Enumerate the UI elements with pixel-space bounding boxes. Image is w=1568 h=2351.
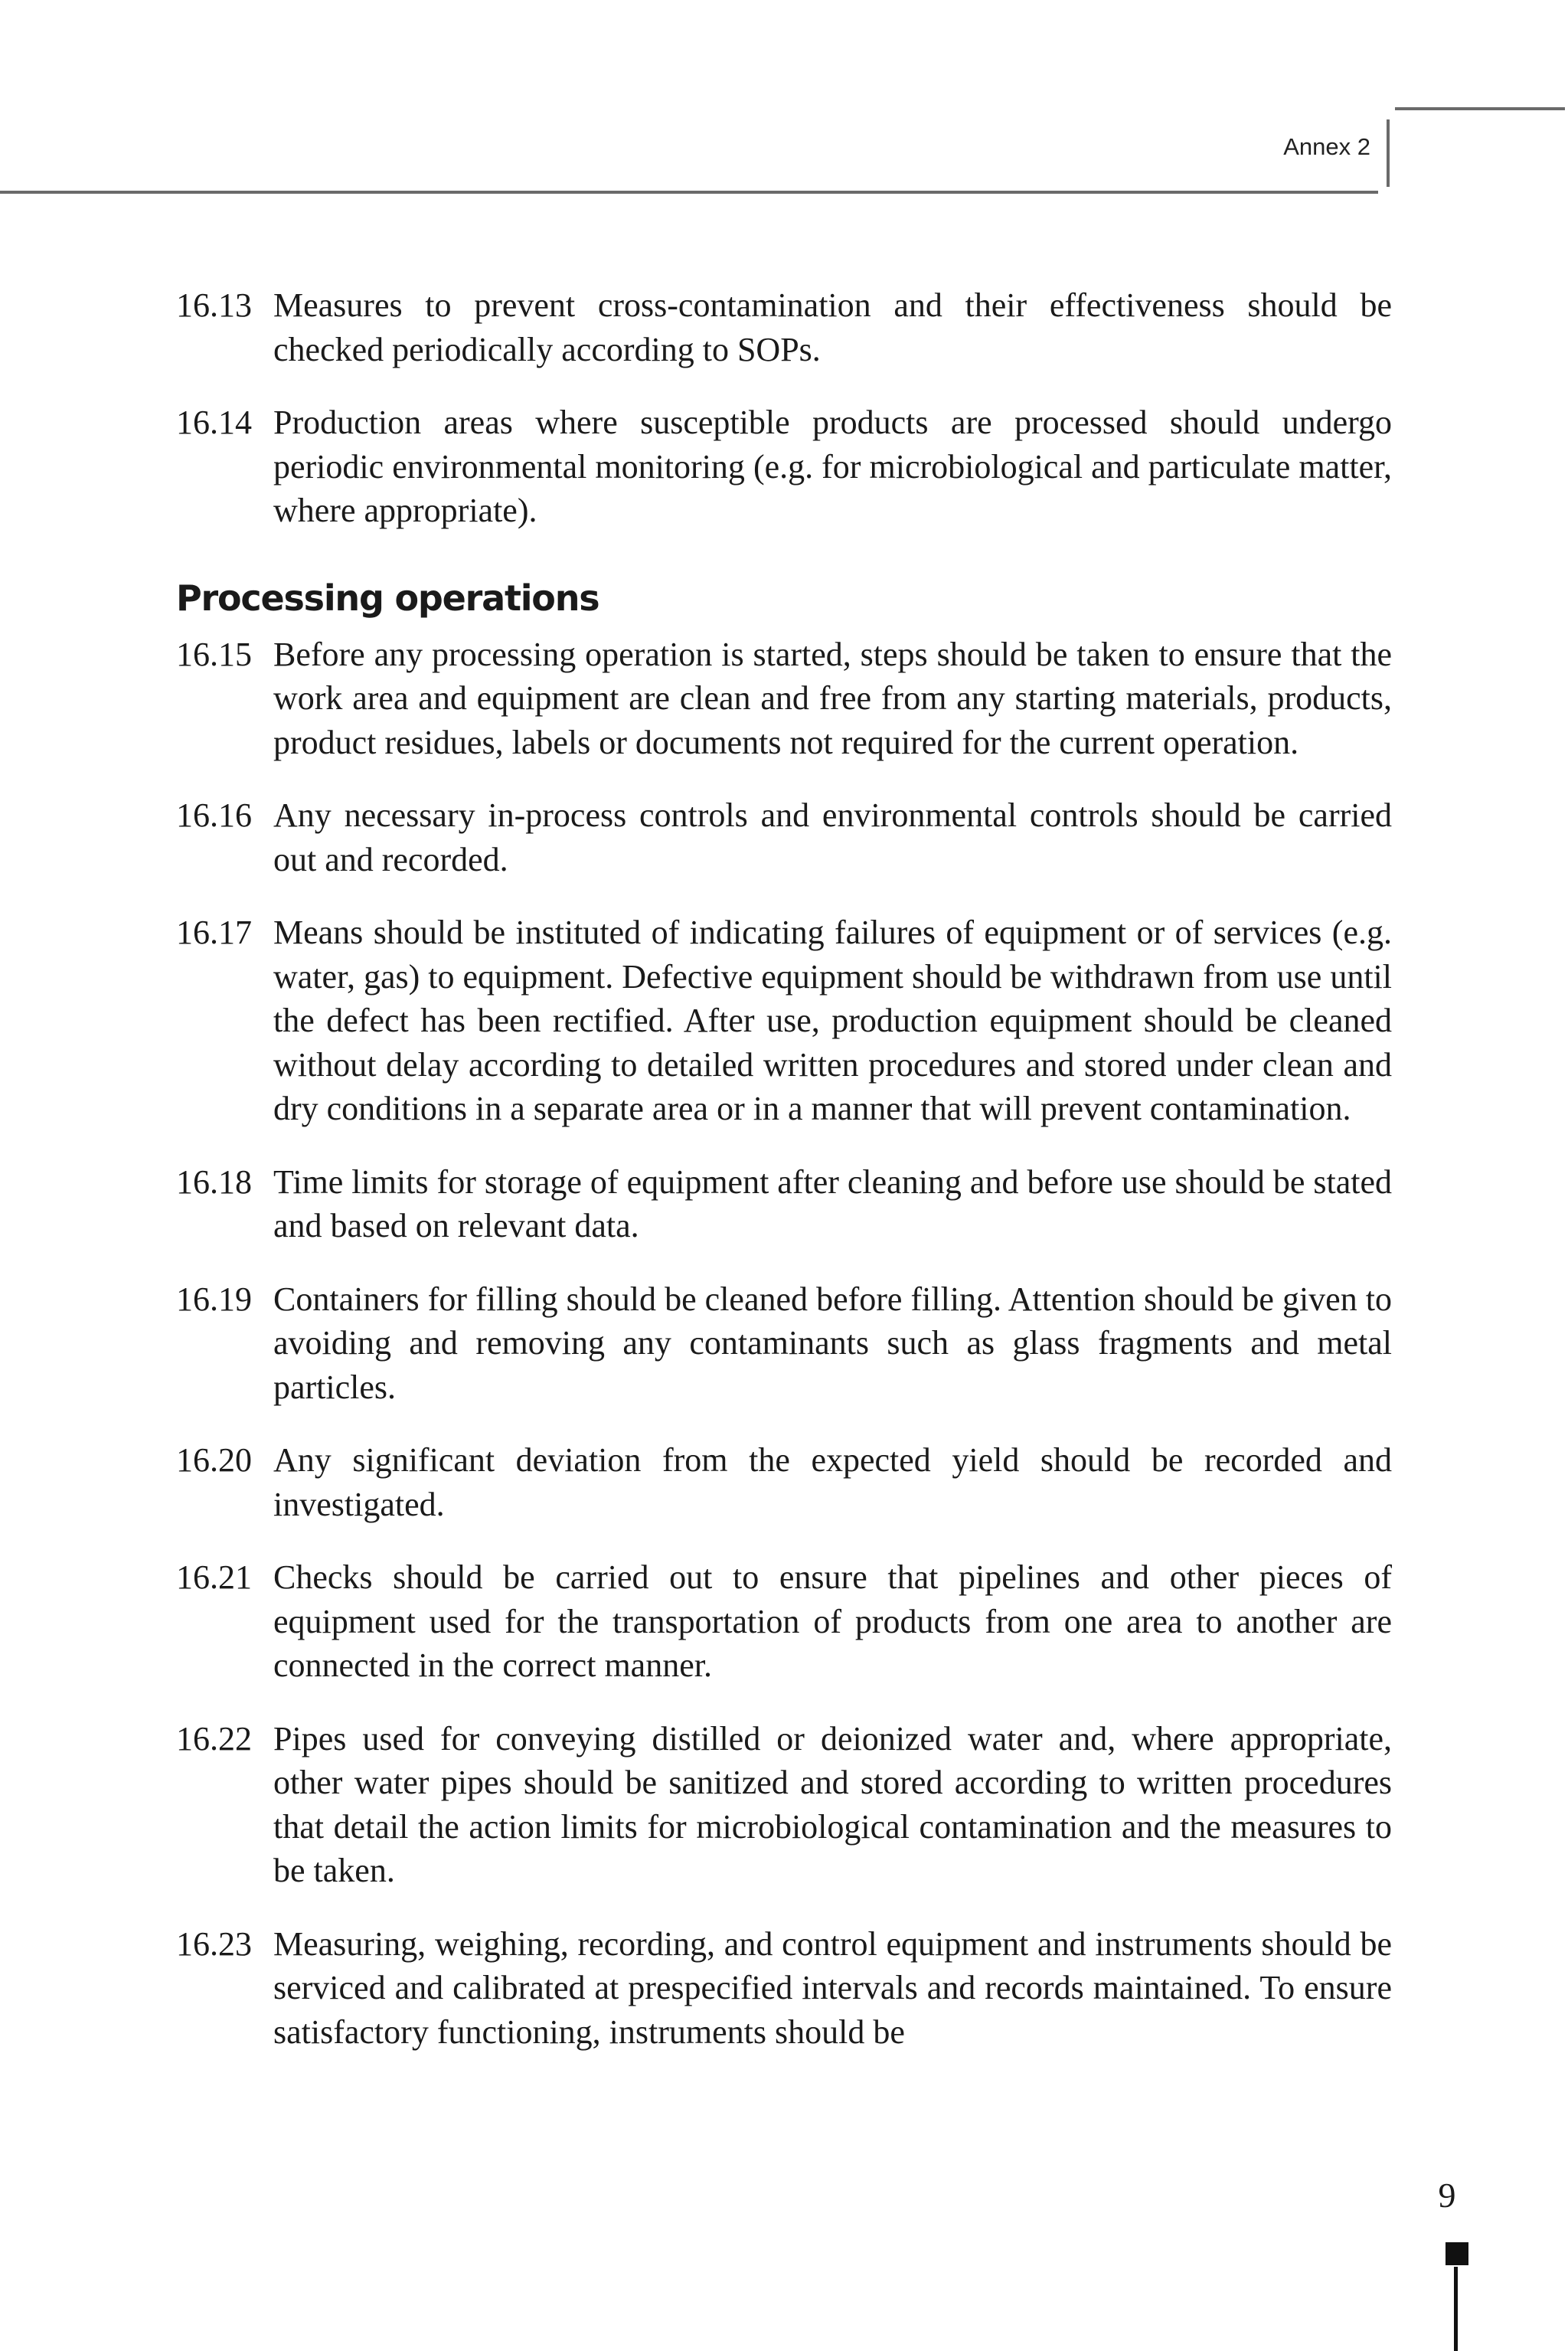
paragraph-number: 16.17 [176,914,252,951]
page-marker-line [1454,2267,1458,2351]
paragraph-text: Time limits for storage of equipment after cleaning and before use should be stated and based on relevant data. [273,1162,1392,1244]
header-rule-right [1395,107,1565,110]
paragraph-text: Measures to prevent cross-contamination and their effectiveness should be checked periodically according to SOPs. [273,286,1392,368]
paragraph-text: Checks should be carried out to ensure that pipelines and other pieces of equipment used for the transportation of products from one area to another are connected in the correct manner. [273,1558,1392,1684]
paragraph-text: Production areas where susceptible products are processed should undergo periodic environmental monitoring (e.g. for microbiological and particulate matter, where appropriate). [273,404,1392,529]
paragraph-16-17 [176,911,1392,1131]
page-number: 9 [1438,2176,1456,2215]
paragraph-number: 16.18 [176,1162,252,1201]
header-vertical-rule [1387,119,1390,187]
paragraph-number: 16.13 [176,286,252,324]
paragraph-number: 16.21 [176,1558,252,1596]
paragraph-text: Containers for filling should be cleaned before filling. Attention should be given to avoiding and removing any contaminants such as glass fragments and metal particles. [273,1280,1392,1406]
paragraph-number: 16.22 [176,1719,252,1758]
paragraph-text: Any necessary in-process controls and environmental controls should be carried out and recorded. [273,796,1392,878]
paragraph-16-18 [176,1160,1392,1248]
paragraph-16-13 [176,283,1392,371]
paragraph-text: Means should be instituted of indicating failures of equipment or of services (e.g. water, gas) to equipment. Defective equipment should be withdrawn from use until the defect has been rectified. After use, production equipment should be cleaned without delay according to detailed written procedures and stored under clean and dry conditions in a separate area or in a manner that will prevent contamination. [273,914,1392,1127]
paragraph-16-20 [176,1438,1392,1526]
paragraph-text: Any significant deviation from the expected yield should be recorded and investigated. [273,1441,1392,1523]
paragraph-number: 16.19 [176,1280,252,1318]
header-rule [0,191,1378,194]
running-head: Annex 2 [1283,133,1370,160]
paragraph-number: 16.20 [176,1441,252,1479]
page-marker-square [1446,2242,1468,2265]
paragraph-16-21 [176,1555,1392,1688]
paragraph-16-23 [176,1922,1392,2055]
page-body [176,283,1392,2054]
paragraph-16-19 [176,1277,1392,1410]
paragraph-text: Measuring, weighing, recording, and control equipment and instruments should be serviced and calibrated at prespecified intervals and records maintained. To ensure satisfactory functioning, instruments should be [273,1924,1392,2051]
paragraph-number: 16.15 [176,635,252,673]
paragraph-text: Before any processing operation is started, steps should be taken to ensure that the work area and equipment are clean and free from any starting materials, products, product residues, labels or documents not required for the current operation. [273,635,1392,761]
paragraph-text: Pipes used for conveying distilled or deionized water and, where appropriate, other water pipes should be sanitized and stored according to written procedures that detail the action limits for microbiological contamination and the measures to be taken. [273,1719,1392,1889]
section-heading: Processing operations [176,577,599,619]
paragraph-16-16 [176,793,1392,881]
paragraph-number: 16.16 [176,796,252,834]
paragraph-number: 16.14 [176,404,252,441]
paragraph-16-22 [176,1717,1392,1893]
paragraph-number: 16.23 [176,1924,252,1963]
paragraph-16-14 [176,401,1392,533]
paragraph-16-15 [176,633,1392,765]
